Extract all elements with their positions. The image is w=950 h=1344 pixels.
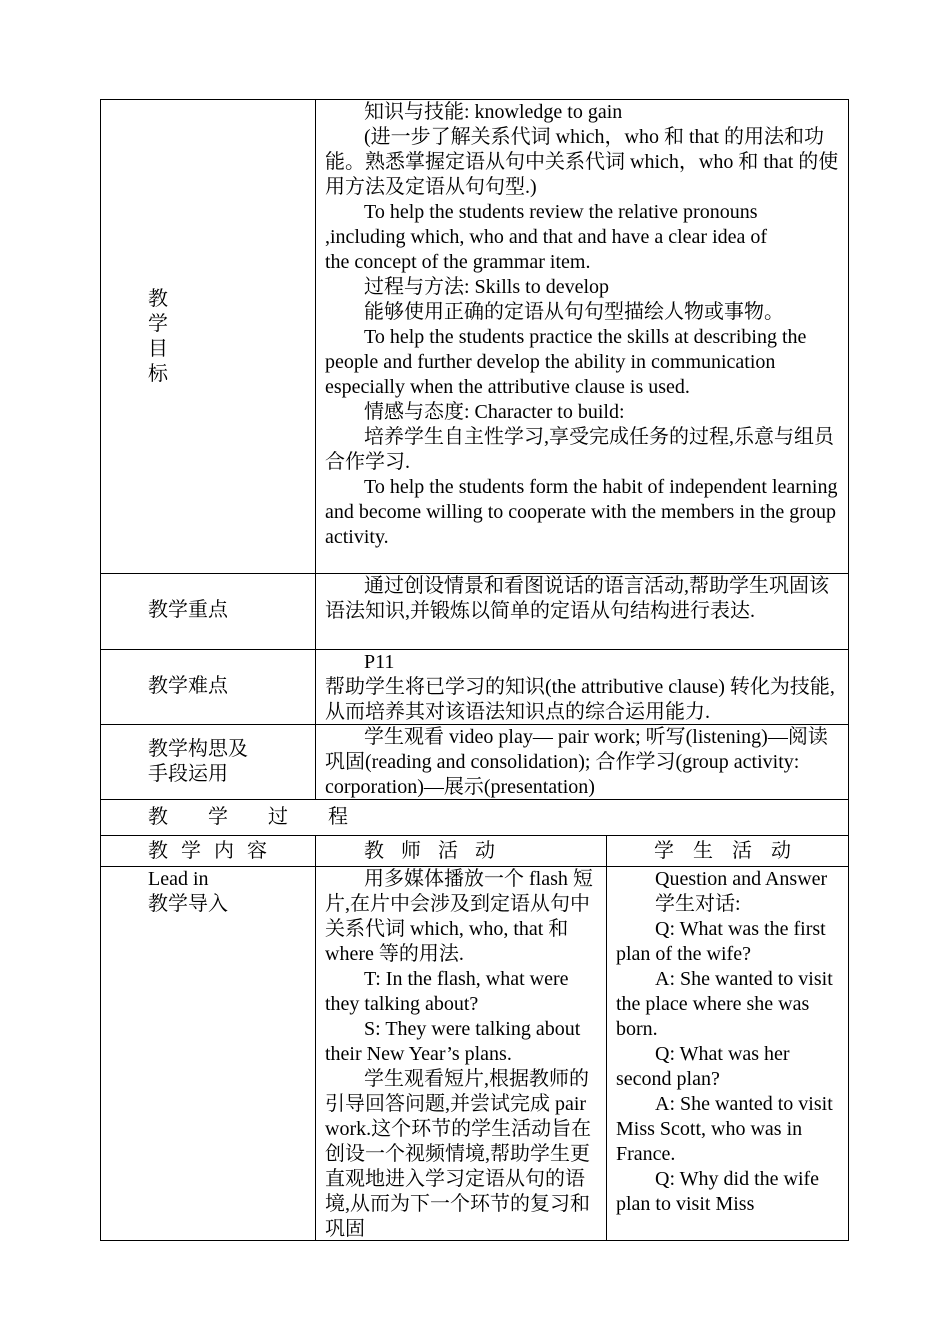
- student-activity: 学生对话:: [655, 893, 741, 915]
- teacher-activity: S: They were talking about their New Year’s plans.: [325, 1018, 581, 1065]
- column-divider: [606, 835, 607, 1241]
- lead-in-student: [616, 867, 842, 1217]
- key-points-text: 通过创设情景和看图说话的语言活动,帮助学生巩固该语法知识,并锻炼以简单的定语从句结构进行表达.: [325, 575, 829, 622]
- objectives-content: [325, 100, 843, 550]
- design-label-line: 手段运用: [148, 763, 228, 785]
- teacher-activity: 用多媒体播放一个 flash 短片,在片中会涉及到定语从句中关系代词 which, who, that 和 where 等的用法.: [325, 868, 593, 965]
- student-activity: A: She wanted to visit the place where she was born.: [616, 968, 833, 1040]
- objective-line: To help the students review the relative pronouns ,including which, who and that and have a clear idea of the concept of the grammar item.: [325, 201, 768, 273]
- objectives-label-char: 学: [148, 313, 168, 335]
- design-label-line: 教学构思及: [148, 738, 248, 760]
- column-header-student: 学 生 活 动: [654, 840, 798, 862]
- lead-in-subtitle: 教学导入: [148, 893, 228, 915]
- student-activity: Question and Answer: [655, 868, 828, 890]
- student-activity: A: She wanted to visit Miss Scott, who was in France.: [616, 1093, 833, 1165]
- objectives-label-char: 标: [148, 363, 168, 385]
- column-header-teacher: 教 师 活 动: [364, 840, 501, 862]
- objectives-label-char: 目: [148, 338, 168, 360]
- objective-line: 过程与方法: Skills to develop: [364, 276, 609, 298]
- key-points-content: [325, 574, 843, 624]
- column-header-content: 教 学 内 容: [148, 840, 271, 862]
- objectives-label: [148, 287, 172, 387]
- design-content: [325, 725, 843, 800]
- teacher-activity: T: In the flash, what were they talking about?: [325, 968, 569, 1015]
- objective-line: 能够使用正确的定语从句句型描绘人物或事物。: [364, 301, 784, 323]
- column-divider: [315, 835, 316, 1241]
- lesson-plan-table: [100, 99, 849, 1241]
- student-activity: Q: What was the first plan of the wife?: [616, 918, 826, 965]
- objective-line: To help the students practice the skills at describing the people and further develop the ability in communication especially when the attributive clause is used.: [325, 326, 807, 398]
- lead-in-teacher: [325, 867, 598, 1242]
- objective-line: 情感与态度: Character to build:: [364, 401, 625, 423]
- difficulties-label: 教学难点: [148, 675, 228, 697]
- design-text: 学生观看 video play— pair work; 听写(listening)—阅读巩固(reading and consolidation); 合作学习(group activity: corporation)—展示(presentation): [325, 726, 828, 798]
- table-border: [100, 99, 101, 1241]
- objectives-label-char: 教: [148, 288, 168, 310]
- lead-in-content: [148, 867, 228, 917]
- teacher-activity: 学生观看短片,根据教师的引导回答问题,并尝试完成 pair work.这个环节的学生活动旨在创设一个视频情境,帮助学生更直观地进入学习定语从句的语境,从而为下一个环节的复习和巩固: [325, 1068, 592, 1240]
- table-border: [848, 99, 849, 1241]
- difficulties-content: [325, 650, 843, 725]
- row-divider: [100, 835, 849, 836]
- objective-line: 知识与技能: knowledge to gain: [364, 101, 623, 123]
- key-points-label: 教学重点: [148, 599, 228, 621]
- difficulties-page-ref: P11: [364, 651, 395, 673]
- lead-in-title: Lead in: [148, 868, 209, 890]
- objective-line: 培养学生自主性学习,享受完成任务的过程,乐意与组员合作学习.: [325, 426, 834, 473]
- student-activity: Q: What was her second plan?: [616, 1043, 790, 1090]
- process-header: 教 学 过 程: [148, 806, 348, 828]
- difficulties-text: 帮助学生将已学习的知识(the attributive clause) 转化为技能,从而培养其对该语法知识点的综合运用能力.: [325, 676, 835, 723]
- column-divider: [315, 99, 316, 800]
- objective-line: To help the students form the habit of independent learning and become willing to cooperate with the members in the group activity.: [325, 476, 838, 548]
- objective-line: (进一步了解关系代词 which，who 和 that 的用法和功能。熟悉掌握定语从句中关系代词 which，who 和 that 的使用方法及定语从句句型.): [325, 126, 839, 198]
- design-label: [148, 737, 248, 787]
- student-activity: Q: Why did the wife plan to visit Miss: [616, 1168, 820, 1215]
